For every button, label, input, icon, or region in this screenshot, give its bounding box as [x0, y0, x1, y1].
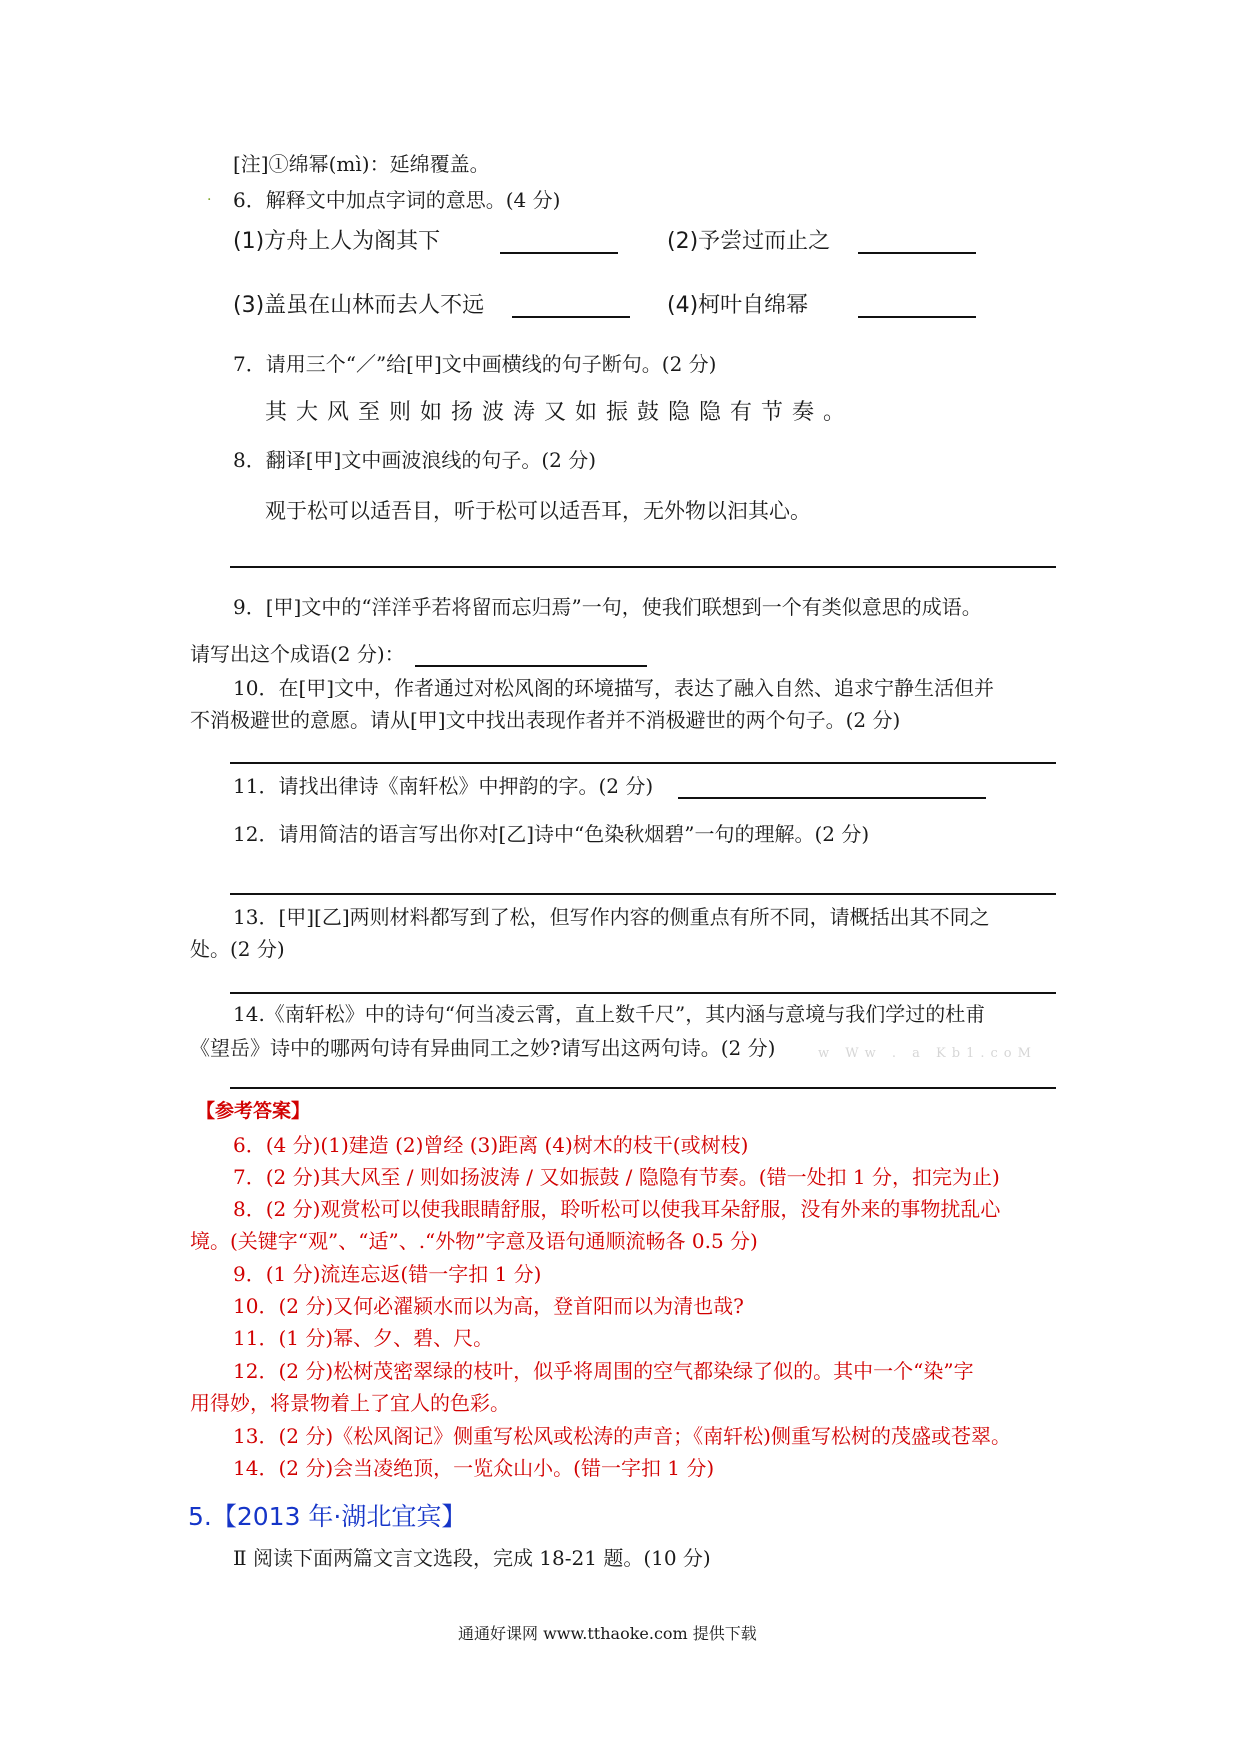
q14-line-1: 14.《南轩松》中的诗句“何当凌云霄，直上数千尺”，其内涵与意境与我们学过的杜甫 [233, 1002, 986, 1026]
q6-item-3-blank[interactable] [512, 294, 630, 318]
q13-line-2: 处。(2 分) [190, 937, 285, 961]
q12-text: 12．请用简洁的语言写出你对[乙]诗中“色染秋烟碧”一句的理解。(2 分) [233, 822, 870, 846]
q14-answer-line[interactable] [230, 1087, 1056, 1089]
answer-9: 9．(1 分)流连忘返(错一字扣 1 分) [233, 1262, 542, 1286]
q6-item-2-text: (2)予尝过而止之 [667, 229, 831, 254]
q6-item-1-blank[interactable] [500, 230, 618, 254]
answer-10: 10．(2 分)又何必濯颍水而以为高，登首阳而以为清也哉? [233, 1294, 744, 1318]
q11-text: 11．请找出律诗《南轩松》中押韵的字。(2 分) [233, 774, 654, 798]
page-footer: 通通好课网 www.tthaoke.com 提供下载 [458, 1624, 757, 1643]
answer-8-line-1: 8．(2 分)观赏松可以使我眼睛舒服，聆听松可以使我耳朵舒服，没有外来的事物扰乱心 [233, 1197, 1001, 1221]
q6-item-1 [233, 228, 440, 256]
q6-item-2-blank[interactable] [858, 230, 976, 254]
q13-line-1: 13．[甲][乙]两则材料都写到了松，但写作内容的侧重点有所不同，请概括出其不同之 [233, 905, 990, 929]
answer-12-line-1: 12．(2 分)松树茂密翠绿的枝叶，似乎将周围的空气都染绿了似的。其中一个“染”字 [233, 1359, 974, 1383]
q6-item-2 [667, 228, 830, 256]
q14-line-2: 《望岳》诗中的哪两句诗有异曲同工之妙?请写出这两句诗。(2 分) [190, 1036, 776, 1060]
q9-line-2: 请写出这个成语(2 分)： [190, 642, 405, 666]
q9-line-1: 9．[甲]文中的“洋洋乎若将留而忘归焉”一句，使我们联想到一个有类似意思的成语。 [233, 595, 982, 619]
q6-item-1-text: (1)方舟上人为阁其下 [233, 229, 441, 254]
q8-sentence: 观于松可以适吾目，听于松可以适吾耳，无外物以汩其心。 [265, 499, 811, 523]
q8-stem: 8．翻译[甲]文中画波浪线的句子。(2 分) [233, 448, 597, 472]
section-5-instruction: Ⅱ 阅读下面两篇文言文选段，完成 18-21 题。(10 分) [233, 1546, 711, 1570]
answer-12-line-2: 用得妙，将景物着上了宜人的色彩。 [190, 1391, 510, 1415]
answer-13: 13．(2 分)《松风阁记》侧重写松风或松涛的声音；《南轩松)侧重写松树的茂盛或苍翠。 [233, 1424, 1011, 1448]
answer-14: 14．(2 分)会当凌绝顶，一览众山小。(错一字扣 1 分) [233, 1456, 715, 1480]
q8-answer-line[interactable] [230, 566, 1056, 568]
q6-item-3-text: (3)盖虽在山林而去人不远 [233, 293, 485, 318]
q6-item-4-text: (4)柯叶自绵幂 [667, 293, 809, 318]
q10-answer-line[interactable] [230, 762, 1056, 764]
q9-answer-blank[interactable] [415, 643, 647, 667]
q7-sentence: 其大风至则如扬波涛又如振鼓隐隐有节奏。 [265, 400, 855, 425]
answers-heading: 【参考答案】 [196, 1100, 311, 1122]
answer-6: 6．(4 分)(1)建造 (2)曾经 (3)距离 (4)树木的枝干(或树枝) [233, 1133, 749, 1157]
q11-answer-blank[interactable] [678, 775, 986, 799]
q12-answer-line[interactable] [230, 893, 1056, 895]
q10-line-2: 不消极避世的意愿。请从[甲]文中找出表现作者并不消极避世的两个句子。(2 分) [190, 708, 901, 732]
q6-item-4-blank[interactable] [858, 294, 976, 318]
answer-8-line-2: 境。(关键字“观”、“适”、.“外物”字意及语句通顺流畅各 0.5 分) [190, 1229, 758, 1253]
answer-7: 7．(2 分)其大风至 / 则如扬波涛 / 又如振鼓 / 隐隐有节奏。(错一处扣 1 分，扣完为止) [233, 1165, 1000, 1189]
section-5-title: 5.【2013 年·湖北宜宾】 [188, 1502, 467, 1531]
q10-line-1: 10．在[甲]文中，作者通过对松风阁的环境描写，表达了融入自然、追求宁静生活但并 [233, 676, 995, 700]
answer-11: 11．(1 分)幂、夕、碧、尺。 [233, 1326, 494, 1350]
faint-watermark: w Ww . a Kb1.coM [818, 1046, 1037, 1061]
q7-stem: 7．请用三个“／”给[甲]文中画横线的句子断句。(2 分) [233, 352, 717, 376]
footnote: [注]①绵幂(mì)：延绵覆盖。 [233, 152, 490, 176]
q6-item-3 [233, 292, 484, 320]
q6-stem: 6．解释文中加点字词的意思。(4 分) [233, 188, 561, 212]
q13-answer-line[interactable] [230, 992, 1056, 994]
q6-item-4 [667, 292, 808, 320]
stray-mark: · [207, 192, 212, 208]
